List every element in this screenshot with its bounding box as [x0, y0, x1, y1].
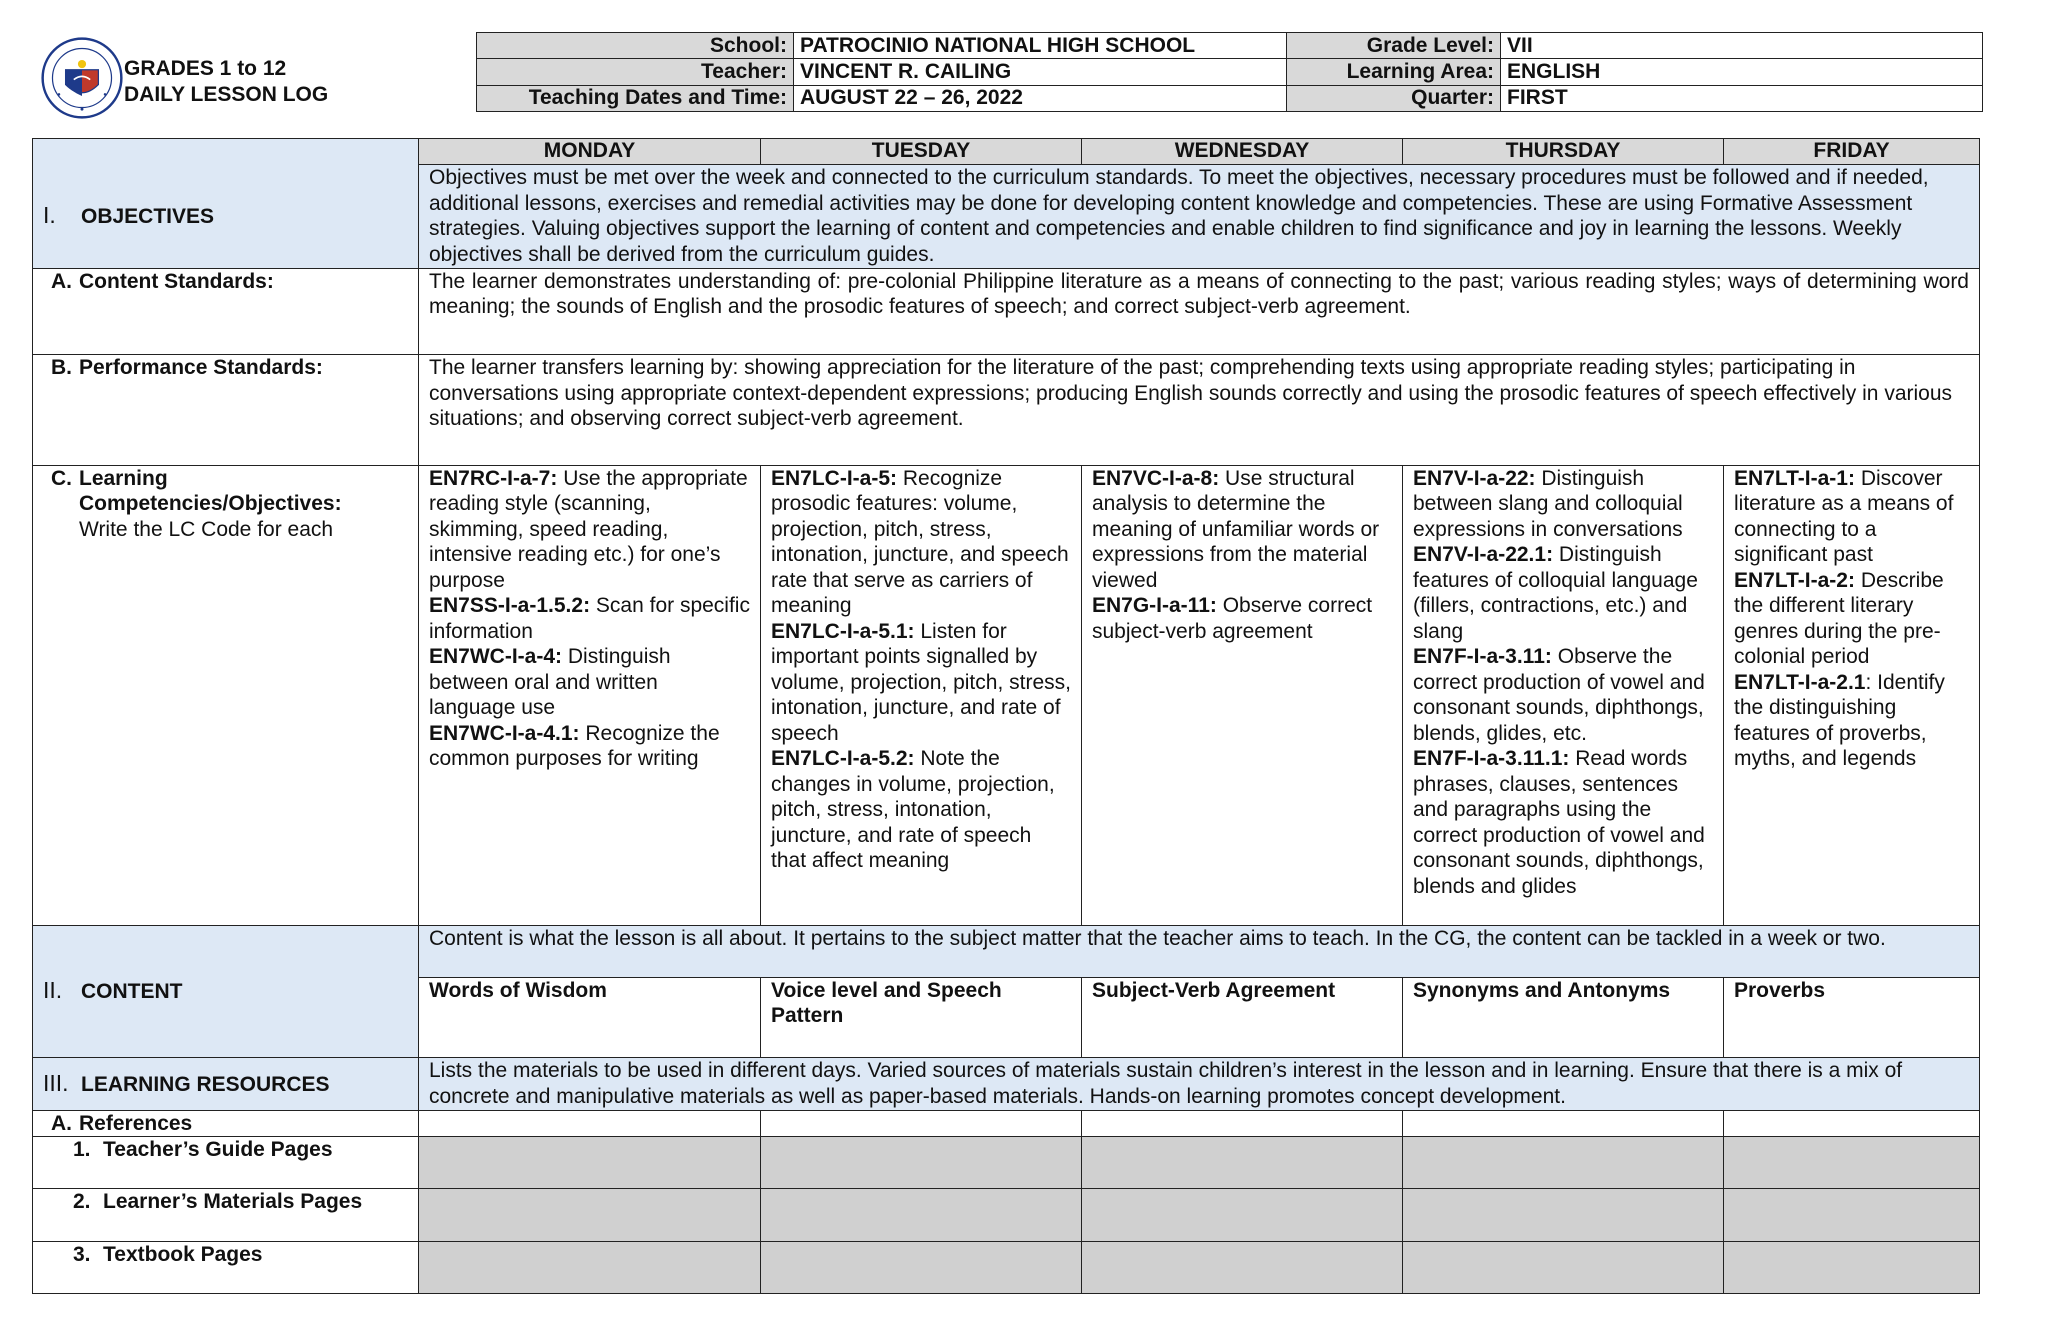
learners-materials-cell [761, 1189, 1082, 1241]
content-section-label [33, 925, 419, 1058]
performance-standards-label-text: Performance Standards: [79, 356, 323, 379]
competency-item [1092, 593, 1392, 644]
teachers-guide-cell [1403, 1137, 1724, 1189]
learning-competencies-label [33, 465, 419, 925]
competency-code: EN7VC-I-a-8: [1092, 466, 1220, 490]
textbook-pages-cell [1724, 1241, 1980, 1293]
textbook-pages-cell [761, 1241, 1082, 1293]
learners-materials-num: 2. [73, 1190, 91, 1214]
competency-code: EN7G-I-a-11: [1092, 594, 1217, 618]
learning-resources-section-label [33, 1058, 419, 1110]
competency-text: Observe the correct production of vowel and consonant sounds, diphthongs, blends, glides, etc. [1413, 645, 1705, 745]
competency-text: Distinguish between oral and written language use [429, 645, 671, 720]
competency-code: EN7LC-I-a-5: [771, 466, 898, 490]
learners-materials-label-text: Learner’s Materials Pages [103, 1190, 363, 1214]
content-topic-wednesday: Subject-Verb Agreement [1082, 977, 1403, 1057]
competency-item [1092, 466, 1392, 594]
textbook-pages-cell [1082, 1241, 1403, 1293]
competencies-friday [1724, 465, 1980, 925]
competency-text: Use the appropriate reading style (scanning, skimming, speed reading, intensive reading etc.) for one’s purpose [429, 466, 748, 592]
competency-text: Observe correct subject-verb agreement [1092, 594, 1373, 643]
day-header-thursday: THURSDAY [1403, 139, 1724, 165]
teachers-guide-label [33, 1137, 419, 1189]
competency-code: EN7RC-I-a-7: [429, 466, 558, 490]
references-cell [1082, 1110, 1403, 1137]
performance-standards-label [33, 355, 419, 466]
teachers-guide-cell [1082, 1137, 1403, 1189]
teachers-guide-num: 1. [73, 1138, 91, 1162]
textbook-pages-cell [419, 1241, 761, 1293]
teacher-label: Teacher: [477, 59, 794, 85]
content-standards-label-text: Content Standards: [79, 269, 274, 293]
competency-code: EN7LC-I-a-5.2: [771, 747, 915, 771]
competency-item [771, 466, 1071, 619]
learning-competencies-label-line2: Competencies/Objectives: [79, 492, 342, 516]
objectives-label: OBJECTIVES [81, 205, 215, 229]
competency-item [429, 466, 750, 594]
competency-text: Recognize the common purposes for writing [429, 721, 720, 771]
log-title-line1: GRADES 1 to 12 [124, 57, 287, 80]
day-header-monday: MONDAY [419, 139, 761, 165]
objectives-section-label [33, 139, 419, 269]
teaching-dates-label: Teaching Dates and Time: [477, 85, 794, 111]
teachers-guide-cell [761, 1137, 1082, 1189]
performance-standards-text: The learner transfers learning by: showing appreciation for the literature of the past; comprehending texts using appropriate reading styles; participating in conversations using appropriate context-dependent expressions; producing English sounds correctly and using the prosodic features of speech effectively in various situations; and observing correct subject-verb agreement. [419, 355, 1980, 466]
competency-item [1734, 568, 1969, 670]
objectives-num: I. [43, 202, 56, 229]
textbook-pages-num: 3. [73, 1242, 91, 1266]
learning-competencies-instruction: Write the LC Code for each [79, 517, 334, 541]
competency-item [1734, 670, 1969, 772]
competency-text: : Identify the distinguishing features of proverbs, myths, and legends [1734, 670, 1945, 771]
competency-code: EN7LT-I-a-2.1 [1734, 670, 1866, 694]
teacher-value: VINCENT R. CAILING [794, 59, 1287, 85]
quarter-value: FIRST [1501, 85, 1983, 111]
teachers-guide-label-text: Teacher’s Guide Pages [103, 1138, 333, 1162]
competency-code: EN7LC-I-a-5.1: [771, 619, 915, 643]
learning-area-label: Learning Area: [1287, 59, 1501, 85]
competency-item [429, 721, 750, 772]
content-standards-num: A. [51, 269, 72, 293]
content-standards-label [33, 268, 419, 354]
content-topic-thursday: Synonyms and Antonyms [1403, 977, 1724, 1057]
learning-competencies-label-line1: Learning [79, 466, 168, 490]
quarter-label: Quarter: [1287, 85, 1501, 111]
competency-text: Describe the different literary genres during the pre-colonial period [1734, 568, 1944, 669]
learners-materials-cell [419, 1189, 761, 1241]
content-description: Content is what the lesson is all about. It pertains to the subject matter that the teacher aims to teach. In the CG, the content can be tackled in a week or two. [419, 925, 1980, 977]
competencies-tuesday [761, 465, 1082, 925]
competency-text: Use structural analysis to determine the meaning of unfamiliar words or expressions from the material viewed [1092, 466, 1380, 592]
competency-text: Listen for important points signalled by volume, projection, pitch, stress, intonation, juncture, and rate of speech [771, 619, 1071, 745]
learning-resources-num: III. [43, 1069, 69, 1096]
references-cell [761, 1110, 1082, 1137]
learners-materials-label [33, 1189, 419, 1241]
competency-code: EN7LT-I-a-1: [1734, 466, 1855, 490]
competency-code: EN7LT-I-a-2: [1734, 568, 1855, 592]
competency-code: EN7WC-I-a-4: [429, 645, 563, 669]
textbook-pages-label [33, 1241, 419, 1293]
learners-materials-cell [1403, 1189, 1724, 1241]
content-standards-text: The learner demonstrates understanding of: pre-colonial Philippine literature as a means of connecting to the past; various reading styles; ways of determining word meaning; the sounds of English and the prosodic features of speech; and correct subject-verb agreement. [419, 268, 1980, 354]
teachers-guide-cell [1724, 1137, 1980, 1189]
grade-level-label: Grade Level: [1287, 33, 1501, 59]
competencies-monday [419, 465, 761, 925]
school-value: PATROCINIO NATIONAL HIGH SCHOOL [794, 33, 1287, 59]
references-num: A. [51, 1111, 72, 1135]
competency-text: Distinguish features of colloquial language (fillers, contractions, etc.) and slang [1413, 543, 1698, 643]
learning-area-value: ENGLISH [1501, 59, 1983, 85]
textbook-pages-cell [1403, 1241, 1724, 1293]
competency-item [1413, 466, 1713, 543]
references-cell [1724, 1110, 1980, 1137]
competency-item [771, 619, 1071, 747]
competencies-thursday [1403, 465, 1724, 925]
competency-code: EN7V-I-a-22.1: [1413, 543, 1554, 567]
competency-text: Recognize prosodic features: volume, projection, pitch, stress, intonation, juncture, and speech rate that serve as carriers of meaning [771, 466, 1069, 618]
objectives-description: Objectives must be met over the week and connected to the curriculum standards. To meet the objectives, necessary procedures must be followed and if needed, additional lessons, exercises and remedial activities may be done for developing content knowledge and competencies. These are using Formative Assessment strategies. Valuing objectives support the learning of content and competencies and enable children to find significance and joy in learning the lessons. Weekly objectives shall be derived from the curriculum guides. [419, 165, 1980, 268]
performance-standards-num: B. [51, 356, 72, 379]
content-topic-friday: Proverbs [1724, 977, 1980, 1057]
teaching-dates-value: AUGUST 22 – 26, 2022 [794, 85, 1287, 111]
grade-level-value: VII [1501, 33, 1983, 59]
competency-item [429, 644, 750, 721]
competency-item [771, 746, 1071, 874]
competency-code: EN7F-I-a-3.11.1: [1413, 747, 1570, 771]
competency-text: Scan for specific information [429, 594, 750, 643]
learning-resources-description: Lists the materials to be used in different days. Varied sources of materials sustain children’s interest in the lesson and in learning. Ensure that there is a mix of concrete and manipulative materials as well as paper-based materials. Hands-on learning promotes concept development. [419, 1058, 1980, 1110]
learners-materials-cell [1082, 1189, 1403, 1241]
competency-item [1413, 746, 1713, 899]
competency-item [1413, 542, 1713, 644]
references-label-text: References [79, 1111, 193, 1135]
log-title-line2: DAILY LESSON LOG [124, 83, 329, 106]
teachers-guide-cell [419, 1137, 761, 1189]
competency-text: Read words phrases, clauses, sentences and paragraphs using the correct production of vowel and consonant sounds, diphthongs, blends and glides [1413, 747, 1705, 898]
references-cell [1403, 1110, 1724, 1137]
learning-resources-label: LEARNING RESOURCES [81, 1072, 330, 1096]
content-num: II. [43, 977, 63, 1004]
school-label: School: [477, 33, 794, 59]
references-label [33, 1110, 419, 1137]
content-label: CONTENT [81, 980, 183, 1004]
content-topic-monday: Words of Wisdom [419, 977, 761, 1057]
day-header-wednesday: WEDNESDAY [1082, 139, 1403, 165]
competency-item [1413, 644, 1713, 746]
competency-item [1734, 466, 1969, 568]
competency-code: EN7SS-I-a-1.5.2: [429, 594, 591, 618]
competency-text: Distinguish between slang and colloquial expressions in conversations [1413, 466, 1683, 541]
learning-competencies-num: C. [51, 466, 72, 490]
references-cell [419, 1110, 761, 1137]
day-header-tuesday: TUESDAY [761, 139, 1082, 165]
day-header-friday: FRIDAY [1724, 139, 1980, 165]
competency-code: EN7V-I-a-22: [1413, 466, 1536, 490]
competency-text: Note the changes in volume, projection, pitch, stress, intonation, juncture, and rate of speech that affect meaning [771, 747, 1055, 873]
deped-seal-logo [41, 37, 123, 119]
textbook-pages-label-text: Textbook Pages [103, 1242, 263, 1266]
competency-text: Discover literature as a means of connecting to a significant past [1734, 466, 1954, 567]
lesson-log-table [32, 138, 1980, 1294]
competency-code: EN7F-I-a-3.11: [1413, 645, 1552, 669]
competency-item [429, 593, 750, 644]
header-info-table [476, 32, 1983, 112]
content-topic-tuesday: Voice level and Speech Pattern [761, 977, 1082, 1057]
competencies-wednesday [1082, 465, 1403, 925]
learners-materials-cell [1724, 1189, 1980, 1241]
competency-code: EN7WC-I-a-4.1: [429, 721, 580, 745]
